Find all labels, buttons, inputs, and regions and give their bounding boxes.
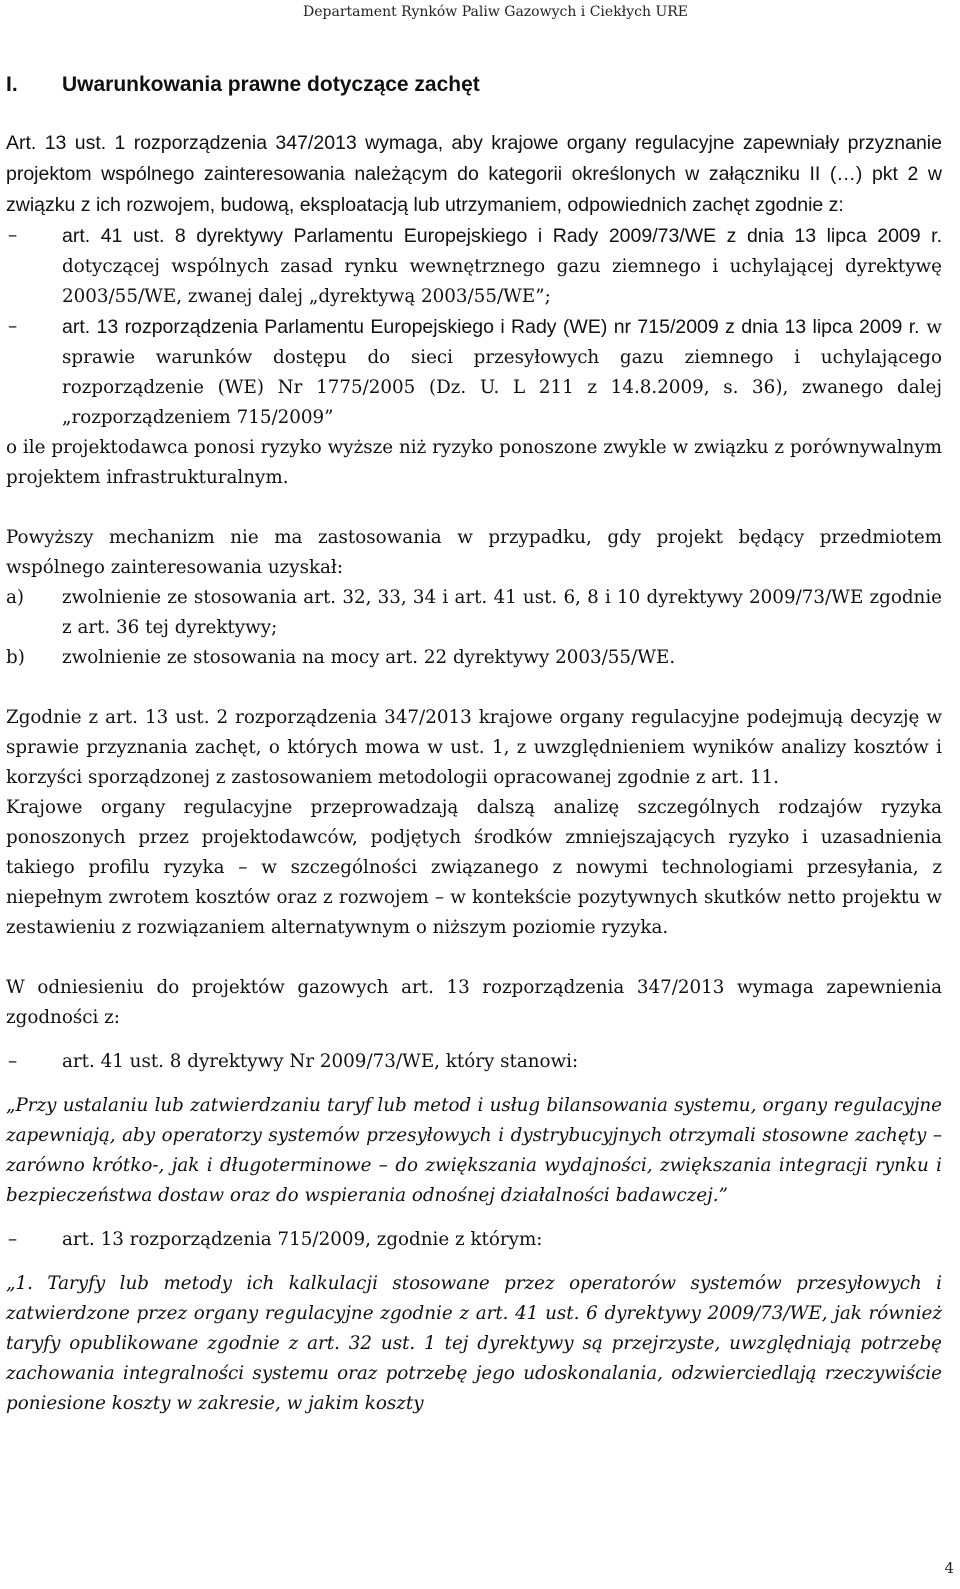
paragraph-risk-analysis: Krajowe organy regulacyjne przeprowadzają dalszą analizę szczególnych rodzajów ryzyka ponoszonych przez projektodawców, podjętych środków zmniejszających ryzyko i uzasadnienia takiego profilu ryzyka – w szczególności związanego z nowymi technologiami przesyłania, z niepełnym zwrotem kosztów oraz z rozwojem – w kontekście pozytywnych skutków netto projektu w zestawieniu z rozwiązaniem alternatywnym o niższym poziomie ryzyka. [6,797,942,938]
list-item-directive-quote: – art. 41 ust. 8 dyrektywy Nr 2009/73/WE, który stanowi: [6,1047,942,1077]
list-item-regulation-art13: – art. 13 rozporządzenia Parlamentu Europejskiego i Rady (WE) nr 715/2009 z dnia 13 lipca 2009 r. w sprawie warunków dostępu do sieci przesyłowych gazu ziemnego i uchylającego rozporządzenie (WE) Nr 1775/2005 (Dz. U. L 211 z 14.8.2009, s. 36), zwanego dalej „rozporządzeniem 715/2009” [6,312,942,433]
list-item-exemption-b: b) zwolnienie ze stosowania na mocy art. 22 dyrektywy 2003/55/WE. [6,643,942,673]
dash-marker: – [8,316,18,337]
quote-regulation-art13: „1. Taryfy lub metody ich kalkulacji stosowane przez operatorów systemów przesyłowych i zatwierdzone przez organy regulacyjne zgodnie z art. 41 ust. 6 dyrektywy 2009/73/WE, jak również taryfy opublikowane zgodnie z art. 32 ust. 1 tej dyrektywy są przejrzyste, uwzględniają potrzebę zachowania integralności systemu oraz potrzebę jego udoskonalania, odzwierciedlają rzeczywiście poniesione koszty w zakresie, w jakim koszty [6,1273,942,1414]
paragraph-art13-ust2: Zgodnie z art. 13 ust. 2 rozporządzenia 347/2013 krajowe organy regulacyjne podejmują decyzję w sprawie przyznania zachęt, o których mowa w ust. 1, z uwzględnieniem wyników analizy kosztów i korzyści sporządzonej z zastosowaniem metodologii opracowanej zgodnie z art. 11. [6,707,942,788]
list-item-directive-art41: – art. 41 ust. 8 dyrektywy Parlamentu Europejskiego i Rady 2009/73/WE z dnia 13 lipca 2009 r. dotyczącej wspólnych zasad rynku wewnętrznego gazu ziemnego i uchylającej dyrektywę 2003/55/WE, zwanej dalej „dyrektywą 2003/55/WE”; [6,221,942,312]
dash-marker: – [8,225,18,246]
list-marker: a) [6,587,25,608]
page-number: 4 [944,1559,954,1577]
document-body [6,128,942,1419]
paragraph-gas-projects: W odniesieniu do projektów gazowych art. 13 rozporządzenia 347/2013 wymaga zapewnienia zgodności z: [6,977,942,1028]
list-marker: b) [6,647,25,668]
list-item-regulation-quote: – art. 13 rozporządzenia 715/2009, zgodnie z którym: [6,1225,942,1255]
running-header: Departament Rynków Paliw Gazowych i Ciekłych URE [303,4,688,20]
dash-marker: – [8,1229,18,1250]
paragraph-exemptions: Powyższy mechanizm nie ma zastosowania w przypadku, gdy projekt będący przedmiotem wspólnego zainteresowania uzyskał: [6,527,942,578]
paragraph-art13-intro: Art. 13 ust. 1 rozporządzenia 347/2013 wymaga, aby krajowe organy regulacyjne zapewniały przyznanie projektom wspólnego zainteresowania należącym do kategorii określonych w załączniku II (…) pkt 2 w związku z ich rozwojem, budową, eksploatacją lub utrzymaniem, odpowiednich zachęt zgodnie z: [6,132,942,216]
paragraph-risk-condition: o ile projektodawca ponosi ryzyko wyższe niż ryzyko ponoszone zwykle w związku z porównywalnym projektem infrastrukturalnym. [6,437,942,488]
list-item-exemption-a: a) zwolnienie ze stosowania art. 32, 33, 34 i art. 41 ust. 6, 8 i 10 dyrektywy 2009/73/WE zgodnie z art. 36 tej dyrektywy; [6,583,942,643]
section-heading [6,73,480,97]
section-title: Uwarunkowania prawne dotyczące zachęt [62,73,480,96]
dash-marker: – [8,1051,18,1072]
quote-directive-art41: „Przy ustalaniu lub zatwierdzaniu taryf lub metod i usług bilansowania systemu, organy regulacyjne zapewniają, aby operatorzy systemów przesyłowych i dystrybucyjnych otrzymali stosowne zachęty – zarówno krótko-, jak i długoterminowe – do zwiększania wydajności, zwiększania integracji rynku i bezpieczeństwa dostaw oraz do wspierania odnośnej działalności badawczej.” [6,1095,942,1206]
section-number: I. [6,73,18,96]
